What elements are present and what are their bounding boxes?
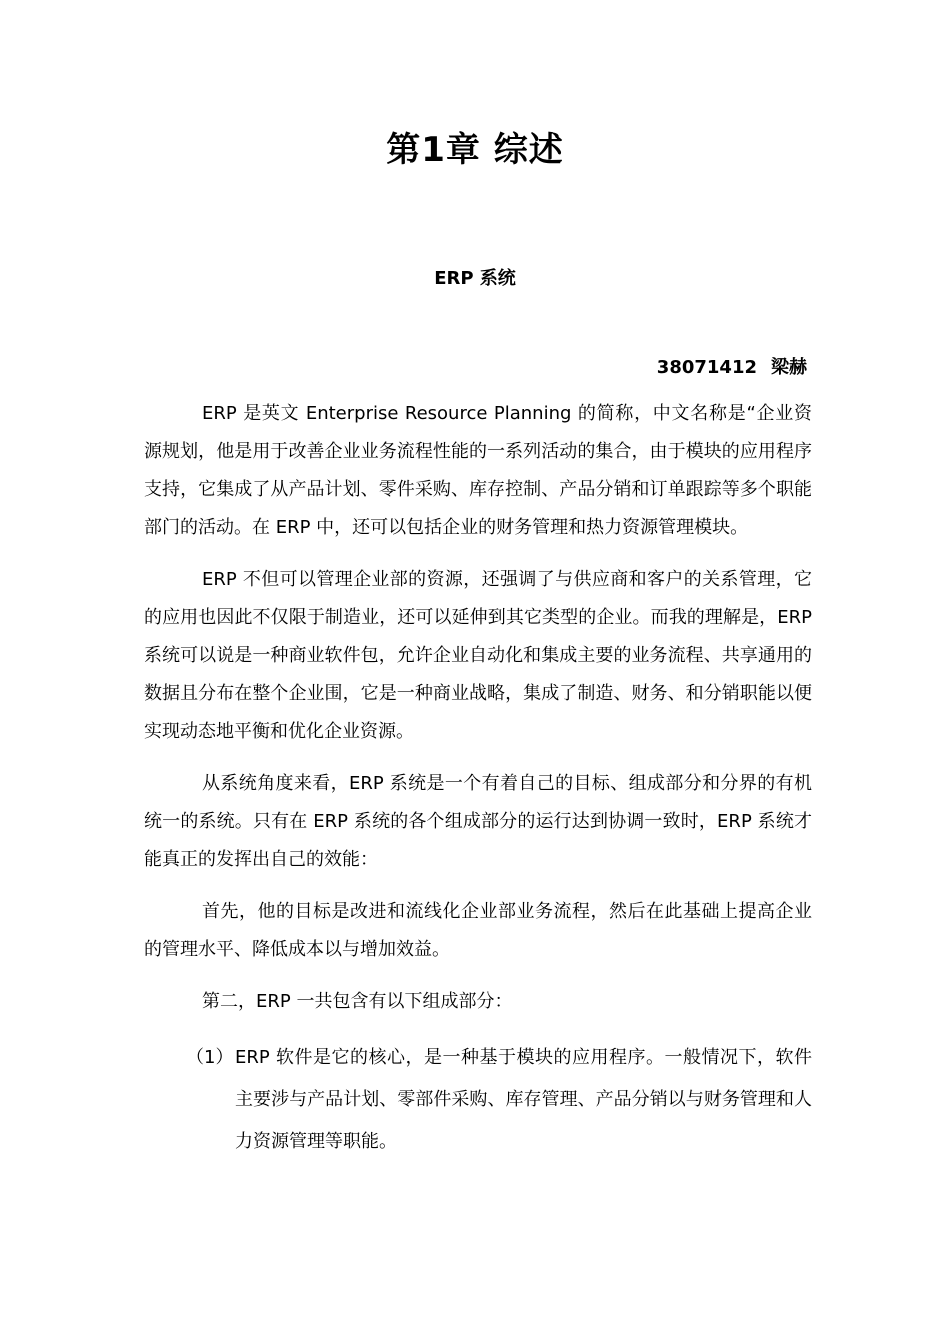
paragraph: ERP 是英文 Enterprise Resource Planning 的简称，中文名称是“企业资源规划，他是用于改善企业业务流程性能的一系列活动的集合，由于模块的应用程序支持，它集成了从产品计划、零件采购、库存控制、产品分销和订单跟踪等多个职能部门的活动。在 ERP 中，还可以包括企业的财务管理和热力资源管理模块。 <box>144 403 812 538</box>
list-marker: （1） <box>186 1047 234 1068</box>
document-body <box>144 395 812 1163</box>
section-title: ERP 系统 <box>434 268 516 289</box>
paragraph: 第二，ERP 一共包含有以下组成部分： <box>202 991 513 1012</box>
chapter-title: 第1章 综述 <box>386 130 564 170</box>
author-line <box>657 356 807 380</box>
paragraph: 首先，他的目标是改进和流线化企业部业务流程，然后在此基础上提高企业的管理水平、降低成本以与增加效益。 <box>144 901 812 960</box>
list-item-text: ERP 软件是它的核心，是一种基于模块的应用程序。一般情况下，软件主要涉与产品计划、零部件采购、库存管理、产品分销以与财务管理和人力资源管理等职能。 <box>235 1047 812 1152</box>
author-id: 38071412 <box>656 357 757 378</box>
author-name: 梁赫 <box>771 357 807 378</box>
paragraph: ERP 不但可以管理企业部的资源，还强调了与供应商和客户的关系管理，它的应用也因此不仅限于制造业，还可以延伸到其它类型的企业。而我的理解是，ERP 系统可以说是一种商业软件包，允许企业自动化和集成主要的业务流程、共享通用的数据且分布在整个企业围，它是一种商业战略，集成了制造、财务、和分销职能以便实现动态地平衡和优化企业资源。 <box>144 569 812 742</box>
paragraph: 从系统角度来看，ERP 系统是一个有着自己的目标、组成部分和分界的有机统一的系统。只有在 ERP 系统的各个组成部分的运行达到协调一致时，ERP 系统才能真正的发挥出自己的效能： <box>144 773 812 870</box>
list-item <box>144 1037 812 1163</box>
